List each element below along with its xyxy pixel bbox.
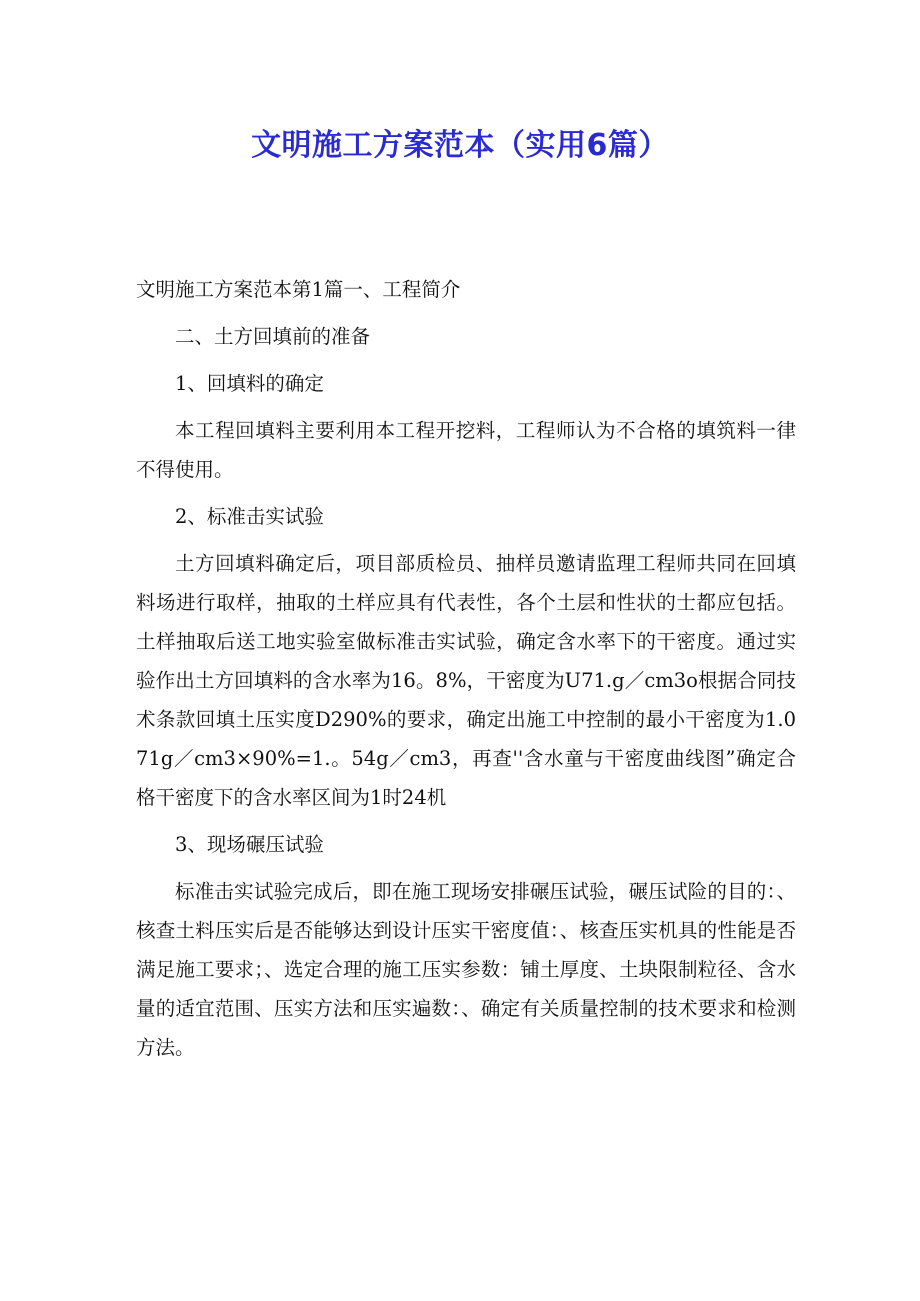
document-title: 文明施工方案范本（实用6篇）: [251, 128, 669, 163]
paragraph-subheading: 二、土方回填前的准备: [175, 325, 371, 348]
paragraph-body: 本工程回填料主要利用本工程开挖料，工程师认为不合格的填筑料一律不得使用。: [136, 419, 796, 481]
paragraph-body: 土方回填料确定后，项目部质检员、抽样员邀请监理工程师共同在回填料场进行取样，抽取的土样应具有代表性，各个土层和性状的士都应包括。土样抽取后送工地实验室做标准击实试验，确定含水率下的干密度。通过实验作出土方回填料的含水率为16。8%，干密度为U71.g／cm3o根据合同技术条款回填土压实度D290%的要求，确定出施工中控制的最小干密度为1.071g／cm3×90%=1.。54g／cm3，再查''含水童与干密度曲线图”确定合格干密度下的含水率区间为1时24机: [136, 552, 796, 809]
paragraph-subheading: 1、回填料的确定: [175, 372, 324, 395]
paragraph-subheading: 2、标准击实试验: [175, 505, 324, 528]
paragraph-section-heading: 文明施工方案范本第1篇一、工程简介: [136, 278, 461, 301]
document-body: [136, 270, 796, 1075]
paragraph-subheading: 3、现场碾压试验: [175, 833, 324, 856]
paragraph-body: 标准击实试验完成后，即在施工现场安排碾压试验，碾压试险的目的：、核查土料压实后是否能够达到设计压实干密度值：、核查压实机具的性能是否满足施工要求；、选定合理的施工压实参数：铺土厚度、土块限制粒径、含水量的适宜范围、压实方法和压实遍数：、确定有关质量控制的技术要求和检测方法。: [136, 880, 796, 1059]
